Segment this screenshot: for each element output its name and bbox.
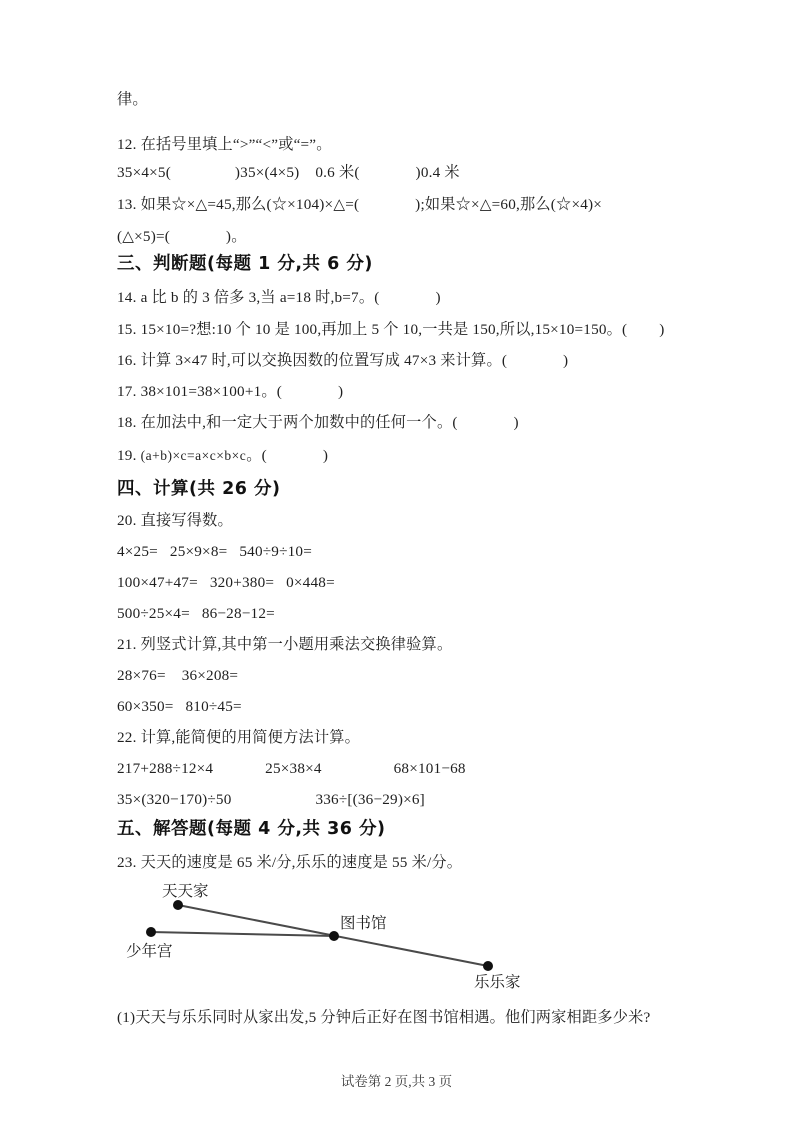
question-19-formula: (a+b)×c=a×c×b×c	[140, 448, 247, 463]
question-21-row2: 60×350= 810÷45=	[117, 698, 242, 715]
question-19	[117, 446, 328, 466]
section-4-heading: 四、计算(共 26 分)	[117, 479, 281, 499]
page-footer: 试卷第 2 页,共 3 页	[340, 1074, 453, 1089]
question-13-line2: (△×5)=( )。	[117, 228, 247, 245]
question-22-row2: 35×(320−170)÷50 336÷[(36−29)×6]	[117, 791, 425, 808]
youth-palace-dot	[146, 927, 156, 937]
question-12-blanks: 35×4×5( )35×(4×5) 0.6 米( )0.4 米	[117, 164, 460, 181]
question-22-row1: 217+288÷12×4 25×38×4 68×101−68	[117, 760, 466, 777]
question-22-stem: 22. 计算,能简便的用简便方法计算。	[117, 729, 361, 746]
question-15: 15. 15×10=?想:10 个 10 是 100,再加上 5 个 10,一共是 150,所以,15×10=150。( )	[117, 321, 665, 338]
lele-home-label: 乐乐家	[474, 974, 521, 991]
question-18: 18. 在加法中,和一定大于两个加数中的任何一个。( )	[117, 414, 519, 431]
question-19-blank: 。( )	[246, 447, 329, 464]
question-21-row1: 28×76= 36×208=	[117, 667, 239, 684]
route-palace-to-library-line	[151, 932, 334, 936]
question-14: 14. a 比 b 的 3 倍多 3,当 a=18 时,b=7。( )	[117, 289, 441, 306]
question-19-number: 19.	[117, 447, 141, 464]
youth-palace-label: 少年宫	[126, 943, 173, 960]
question-20-row1: 4×25= 25×9×8= 540÷9÷10=	[117, 543, 312, 560]
question-17: 17. 38×101=38×100+1。( )	[117, 383, 344, 400]
section-3-heading: 三、判断题(每题 1 分,共 6 分)	[117, 254, 373, 274]
question-20-stem: 20. 直接写得数。	[117, 512, 233, 529]
question-20-row2: 100×47+47= 320+380= 0×448=	[117, 574, 335, 591]
question-16: 16. 计算 3×47 时,可以交换因数的位置写成 47×3 来计算。( )	[117, 352, 569, 369]
lele-home-dot	[483, 961, 493, 971]
question-20-row3: 500÷25×4= 86−28−12=	[117, 605, 275, 622]
route-diagram	[117, 876, 617, 1004]
tiantian-home-dot	[173, 900, 183, 910]
library-dot	[329, 931, 339, 941]
question-23-stem: 23. 天天的速度是 65 米/分,乐乐的速度是 55 米/分。	[117, 854, 463, 871]
question-21-stem: 21. 列竖式计算,其中第一小题用乘法交换律验算。	[117, 636, 453, 653]
tiantian-home-label: 天天家	[162, 883, 209, 900]
question-23-sub1: (1)天天与乐乐同时从家出发,5 分钟后正好在图书馆相遇。他们两家相距多少米?	[117, 1009, 651, 1026]
question-13-line1: 13. 如果☆×△=45,那么(☆×104)×△=( );如果☆×△=60,那么(☆×4)×	[117, 196, 603, 213]
library-label: 图书馆	[340, 915, 387, 932]
question-12-stem: 12. 在括号里填上“>”“<”或“=”。	[117, 136, 332, 153]
continuation-text: 律。	[117, 91, 148, 108]
section-5-heading: 五、解答题(每题 4 分,共 36 分)	[117, 819, 386, 839]
